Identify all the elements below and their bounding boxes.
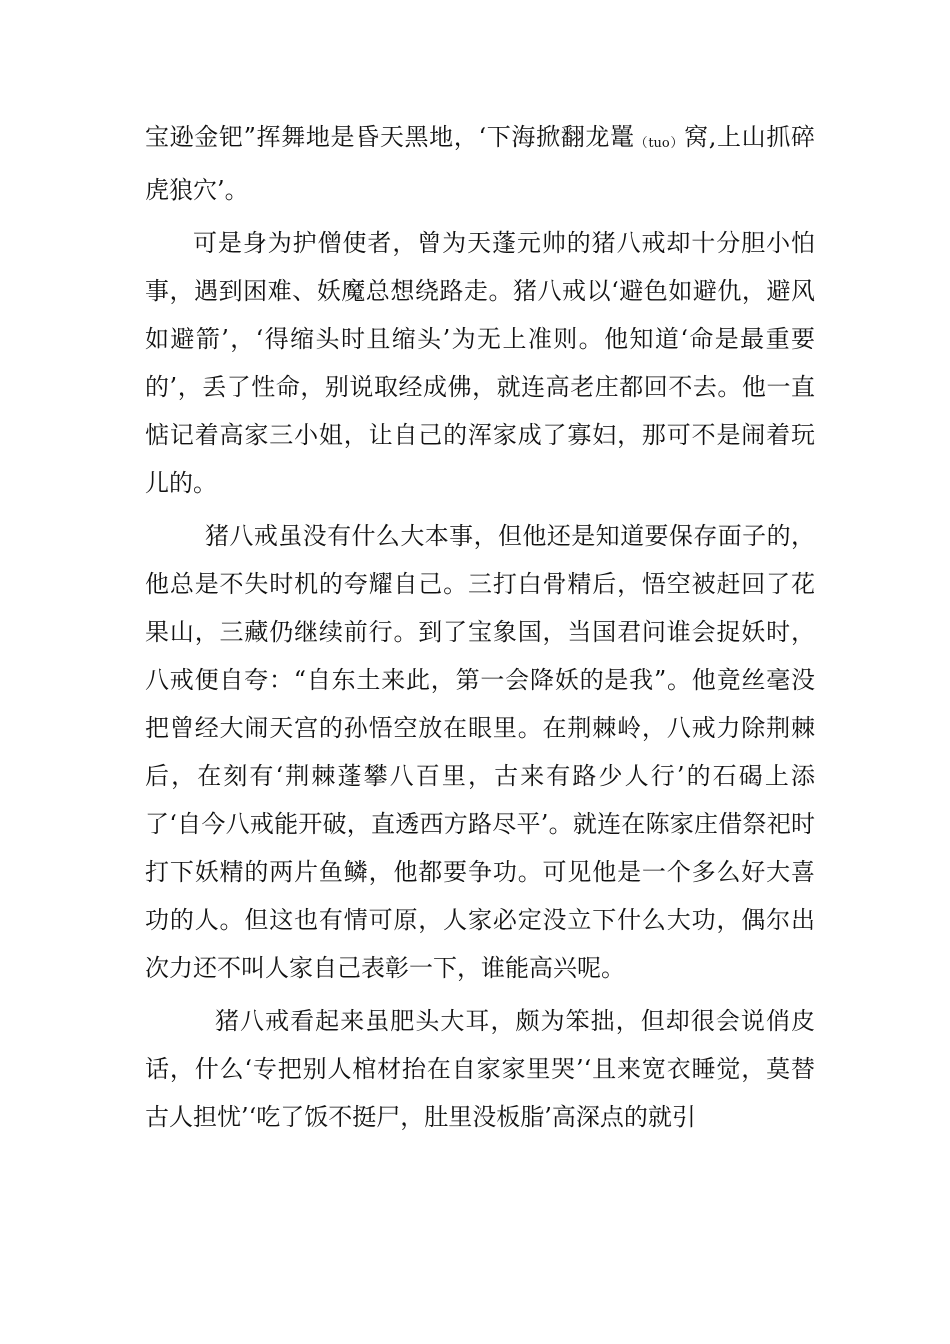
paragraph-1 — [145, 113, 815, 214]
document-page — [145, 113, 815, 1141]
pinyin-annotation: （tuo） — [634, 136, 685, 151]
paragraph-3: 猪八戒虽没有什么大本事，但他还是知道要保存面子的，他总是不失时机的夸耀自己。三打白骨精后，悟空被赶回了花果山，三藏仍继续前行。到了宝象国，当国君问谁会捉妖时，八戒便自夸：“自东土来此，第一会降妖的是我”。他竟丝毫没把曾经大闹天宫的孙悟空放在眼里。在荆棘岭，八戒力除荆棘后，在刻有‘荆棘蓬攀八百里，古来有路少人行’的石碣上添了‘自今八戒能开破，直透西方路尽平’。就连在陈家庄借祭祀时打下妖精的两片鱼鳞，他都要争功。可见他是一个多么好大喜功的人。但这也有情可原，人家必定没立下什么大功，偶尔出次力还不叫人家自己表彰一下，谁能高兴呢。 — [145, 522, 815, 982]
paragraph-4: 猪八戒看起来虽肥头大耳，颇为笨拙，但却很会说俏皮话，什么‘专把别人棺材抬在自家家里哭’‘且来宽衣睡觉，莫替古人担忧’‘吃了饭不挺尸，肚里没板脂’高深点的就引 — [145, 1007, 815, 1131]
paragraph-1-text-a: 宝逊金钯”挥舞地是昏天黑地，‘下海掀翻龙鼍 — [145, 123, 635, 151]
paragraph-1-text-b: 窝,上山抓碎虎狼穴’。 — [145, 123, 815, 204]
paragraph-2: 可是身为护僧使者，曾为天蓬元帅的猪八戒却十分胆小怕事，遇到困难、妖魔总想绕路走。猪八戒以‘避色如避仇，避风如避箭’，‘得缩头时且缩头’为无上准则。他知道‘命是最重要的’，丢了性命，别说取经成佛，就连高老庄都回不去。他一直惦记着高家三小姐，让自己的浑家成了寡妇，那可不是闹着玩儿的。 — [145, 229, 815, 497]
